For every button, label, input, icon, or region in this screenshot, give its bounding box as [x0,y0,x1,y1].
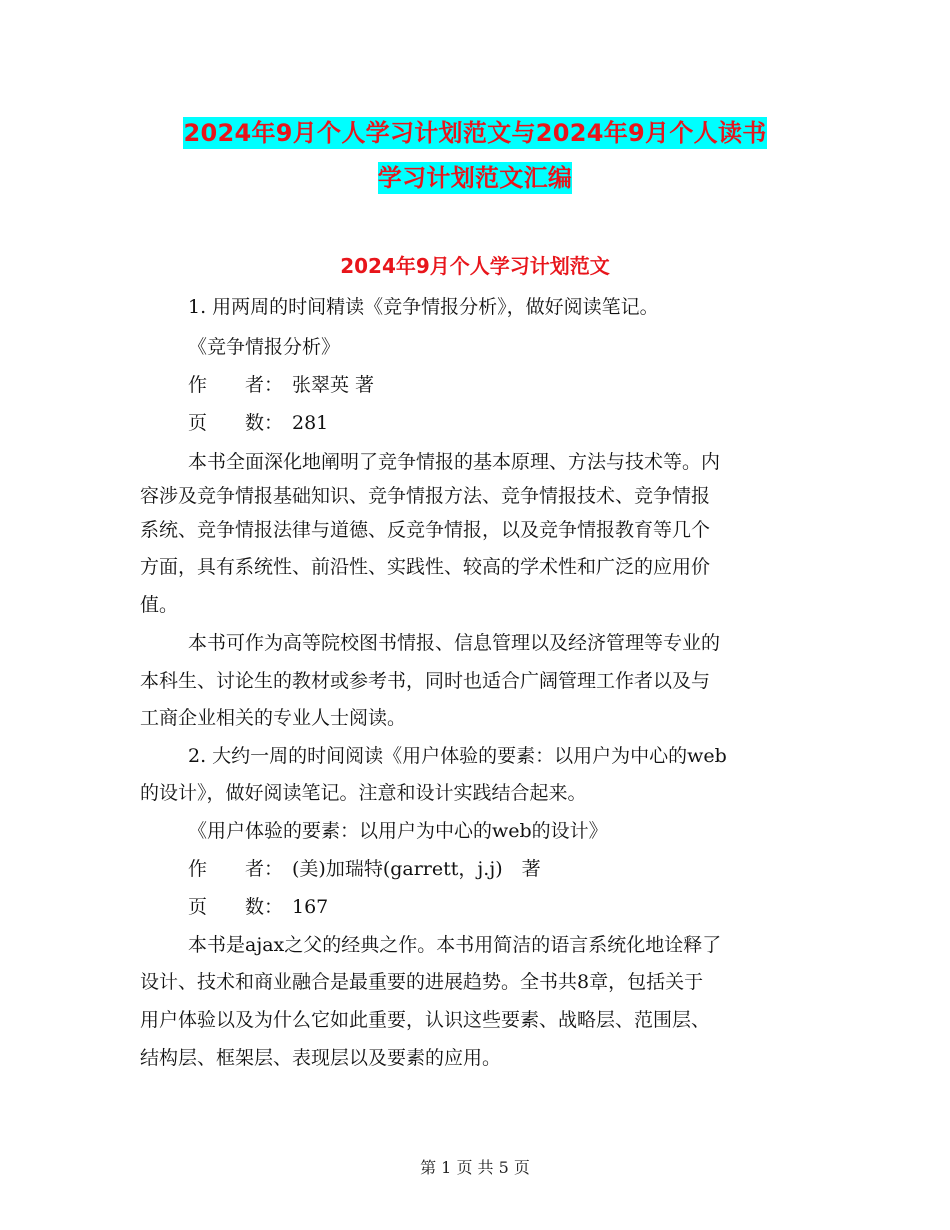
paragraph-line: 本书可作为高等院校图书情报、信息管理以及经济管理等专业的 [188,632,721,654]
paragraph-line: 结构层、框架层、表现层以及要素的应用。 [140,1047,502,1069]
pages-label: 页 数： [188,896,284,918]
pages-label: 页 数： [188,412,284,434]
item2-author-row [188,855,868,883]
paragraph-line: 本书是ajax之父的经典之作。本书用简洁的语言系统化地诠释了 [188,934,722,956]
document-title-line-2: 学习计划范文汇编 [377,164,573,192]
item1-book-title: 《竞争情报分析》 [188,336,341,358]
paragraph-line: 本科生、讨论生的教材或参考书，同时也适合广阔管理工作者以及与 [140,670,711,692]
paragraph-line: 系统、竞争情报法律与道德、反竞争情报，以及竞争情报教育等几个 [140,519,711,541]
paragraph-line: 方面，具有系统性、前沿性、实践性、较高的学术性和广泛的应用价 [140,556,711,578]
paragraph-line: 容涉及竞争情报基础知识、竞争情报方法、竞争情报技术、竞争情报 [140,485,711,507]
item1-author-row [188,371,868,399]
pages-value: 167 [292,896,329,918]
paragraph-line: 本书全面深化地阐明了竞争情报的基本原理、方法与技术等。内 [188,451,721,473]
item2-heading-line-1: 2. 大约一周的时间阅读《用户体验的要素：以用户为中心的web [188,745,727,767]
section-title: 2024年9月个人学习计划范文 [340,254,610,278]
page-footer: 第 1 页 共 5 页 [420,1158,530,1177]
item2-heading-line-2: 的设计》，做好阅读笔记。注意和设计实践结合起来。 [140,782,587,804]
author-value: (美)加瑞特(garrett，j.j) 著 [292,858,541,880]
paragraph-line: 用户体验以及为什么它如此重要，认识这些要素、战略层、范围层、 [140,1009,711,1031]
author-value: 张翠英 著 [292,374,375,396]
item2-pages-row [188,893,868,921]
paragraph-line: 工商企业相关的专业人士阅读。 [140,707,407,729]
item1-heading: 1. 用两周的时间精读《竞争情报分析》，做好阅读笔记。 [188,296,659,318]
item1-pages-row [188,409,868,437]
paragraph-line: 设计、技术和商业融合是最重要的进展趋势。全书共8章，包括关于 [140,971,704,993]
item2-book-title: 《用户体验的要素：以用户为中心的web的设计》 [188,820,608,842]
author-label: 作 者： [188,374,284,396]
document-title-line-1: 2024年9月个人学习计划范文与2024年9月个人读书 [183,119,767,147]
paragraph-line: 值。 [140,594,179,616]
author-label: 作 者： [188,858,284,880]
pages-value: 281 [292,412,329,434]
